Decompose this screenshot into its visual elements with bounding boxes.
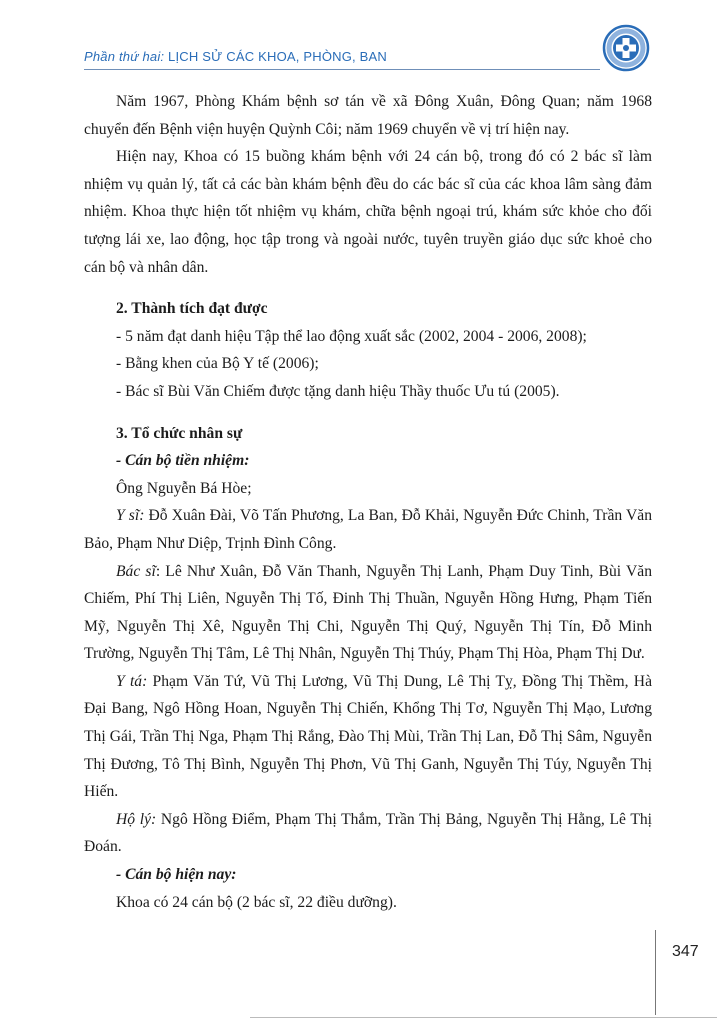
staff-names: Ngô Hồng Điểm, Phạm Thị Thắm, Trần Thị Bảng, Nguyễn Thị Hằng, Lê Thị Đoán. [84, 810, 653, 856]
page-body [84, 88, 652, 916]
staff-names: : Lê Như Xuân, Đỗ Văn Thanh, Nguyễn Thị Lanh, Phạm Duy Tinh, Bùi Văn Chiếm, Phí Thị Liên, Nguyễn Thị Tố, Đinh Thị Thuần, Nguyễn Hồng Hưng, Phạm Tiến Mỹ, Nguyễn Thị Xê, Nguyễn Thị Chi, Nguyễn Thị Quý, Nguyễn Thị Tín, Đỗ Minh Trường, Nguyễn Thị Tâm, Lê Thị Nhân, Nguyễn Thị Thúy, Phạm Thị Hòa, Phạm Thị Dư. [84, 562, 652, 663]
section-heading-achievements: 2. Thành tích đạt được [116, 300, 268, 318]
header-part-label: Phần thứ hai: [84, 49, 165, 64]
section-heading-staff: 3. Tổ chức nhân sự [116, 424, 243, 442]
current-staff-text: Khoa có 24 cán bộ (2 bác sĩ, 22 điều dưỡng). [116, 893, 397, 911]
bottom-rule [250, 1017, 717, 1018]
former-staff-label: - Cán bộ tiền nhiệm: [116, 452, 250, 470]
header-title: LỊCH SỬ CÁC KHOA, PHÒNG, BAN [168, 49, 388, 64]
header-rule [84, 69, 600, 70]
page-number-rule [655, 930, 656, 1015]
page-number: 347 [672, 943, 699, 960]
current-staff-label: - Cán bộ hiện nay: [116, 866, 237, 884]
paragraph-current-status: Hiện nay, Khoa có 15 buồng khám bệnh với 24 cán bộ, trong đó có 2 bác sĩ làm nhiệm vụ quản lý, tất cả các bàn khám bệnh đều do các bác sĩ của các khoa lâm sàng đảm nhiệm. Khoa thực hiện tốt nhiệm vụ khám, chữa bệnh ngoại trú, khám sức khỏe cho đối tượng lái xe, lao động, học tập trong và ngoài nước, tuyên truyền giáo dục sức khoẻ cho cán bộ và nhân dân. [84, 148, 652, 276]
achievement-item: - 5 năm đạt danh hiệu Tập thể lao động xuất sắc (2002, 2004 - 2006, 2008); [116, 327, 587, 345]
achievement-item: - Bác sĩ Bùi Văn Chiếm được tặng danh hiệu Thầy thuốc Ưu tú (2005). [116, 382, 560, 400]
role-label: Hộ lý: [116, 810, 157, 828]
staff-names: Đỗ Xuân Đài, Võ Tấn Phương, La Ban, Đỗ Khải, Nguyễn Đức Chinh, Trần Văn Bảo, Phạm Như Diệp, Trịnh Đình Công. [84, 507, 653, 552]
paragraph-history: Năm 1967, Phòng Khám bệnh sơ tán về xã Đông Xuân, Đông Quan; năm 1968 chuyển đến Bệnh viện huyện Quỳnh Côi; năm 1969 chuyển về vị trí hiện nay. [84, 93, 652, 138]
achievement-item: - Bằng khen của Bộ Y tế (2006); [116, 355, 319, 373]
role-label: Bác sĩ [116, 562, 156, 580]
staff-names: Phạm Văn Tứ, Vũ Thị Lương, Vũ Thị Dung, Lê Thị Tỵ, Đồng Thị Thềm, Hà Đại Bang, Ngô Hồng Hoan, Nguyễn Thị Chiến, Khổng Thị Tơ, Nguyễn Thị Mạo, Lương Thị Gái, Trần Thị Nga, Phạm Thị Rắng, Đào Thị Mùi, Trần Thị Lan, Đỗ Thị Sâm, Nguyễn Thị Đương, Tô Thị Bình, Nguyễn Thị Phơn, Vũ Thị Ganh, Nguyễn Thị Túy, Nguyễn Thị Hiến. [84, 672, 652, 801]
staff-group-yta [84, 668, 652, 806]
staff-group-bacsi [84, 558, 652, 668]
role-label: Y sĩ: [116, 507, 145, 525]
hospital-logo-icon [602, 24, 650, 72]
staff-group-holy [84, 806, 652, 861]
head-person: Ông Nguyễn Bá Hòe; [116, 479, 252, 497]
staff-group-ysi [84, 502, 652, 557]
role-label: Y tá: [116, 672, 148, 690]
running-header [84, 49, 387, 64]
